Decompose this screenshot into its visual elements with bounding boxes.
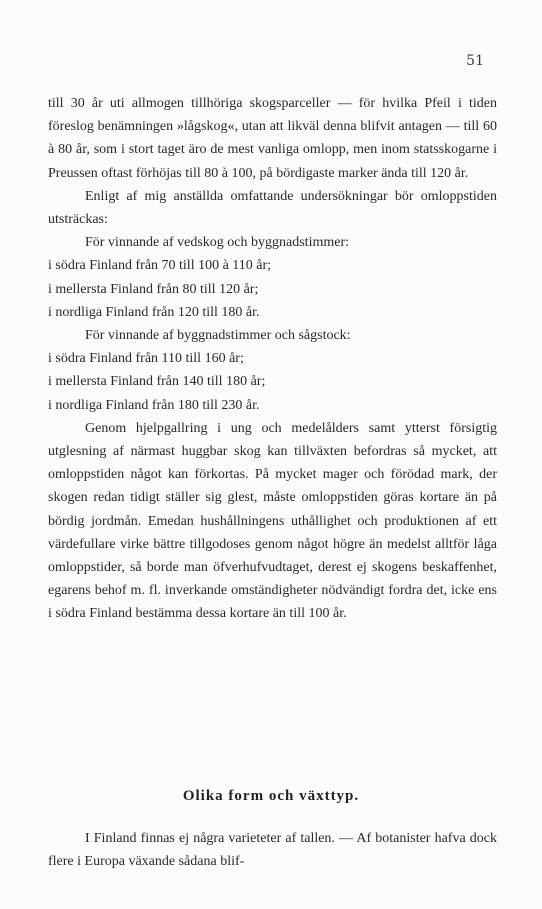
section-heading: Olika form och växttyp. — [182, 788, 360, 804]
group2-intro: För vinnande af byggnadstimmer och sågstock: — [85, 328, 351, 344]
group1-line-south: i södra Finland från 70 till 100 à 110 år; — [48, 258, 272, 274]
group2-line-middle: i mellersta Finland från 140 till 180 år; — [48, 374, 266, 390]
page-number: 51 — [466, 53, 484, 69]
group2-line-north: i nordliga Finland från 180 till 230 år. — [48, 397, 260, 413]
group1-line-north: i nordliga Finland från 120 till 180 år. — [48, 304, 260, 320]
group1-intro: För vinnande af vedskog och byggnadstimmer: — [85, 235, 350, 251]
paragraph-investigation: Enligt af mig anställda omfattande undersökningar bör omloppstiden utsträckas: — [48, 188, 497, 228]
group2-line-south: i södra Finland från 110 till 160 år; — [48, 351, 244, 367]
body-text — [48, 92, 497, 626]
section-text: I Finland finnas ej några varieteter af tallen. — Af botanister hafva dock flere i Europa växande sådana blif- — [48, 831, 497, 870]
paragraph-rotation-intro: till 30 år uti allmogen tillhöriga skogsparceller — för hvilka Pfeil i tiden föreslog benämningen »lågskog«, utan att likväl denna blifvit antagen — till 60 à 80 år, som i stort taget äro de mest vanliga omlopp, men inom statsskogarne i Preussen oftast förhöjas till 80 à 100, på bördigaste marker ända till 120 år. — [48, 96, 497, 181]
group1-line-middle: i mellersta Finland från 80 till 120 år; — [48, 281, 259, 297]
paragraph-thinning: Genom hjelpgallring i ung och medelålders samt ytterst försigtig utglesning af närmast huggbar skog kan tillväxten befordras så mycket, att omloppstiden något kan förkortas. På mycket mager och förödad mark, der skogen redan tidigt ställer sig glest, måste omloppstiden göras kortare än på bördig jordmån. Emedan hushållningens uthållighet och produktionen af ett värdefullare virke bättre tillgodoses genom något högre än medelst alltför låga omloppstider, så borde man öfverhufvudtaget, derest ej skogens beskaffenhet, egarens behof m. fl. inverkande omständigheter nödvändigt fordra det, icke ens i södra Finland bestämma dessa kortare än till 100 år. — [48, 420, 497, 622]
